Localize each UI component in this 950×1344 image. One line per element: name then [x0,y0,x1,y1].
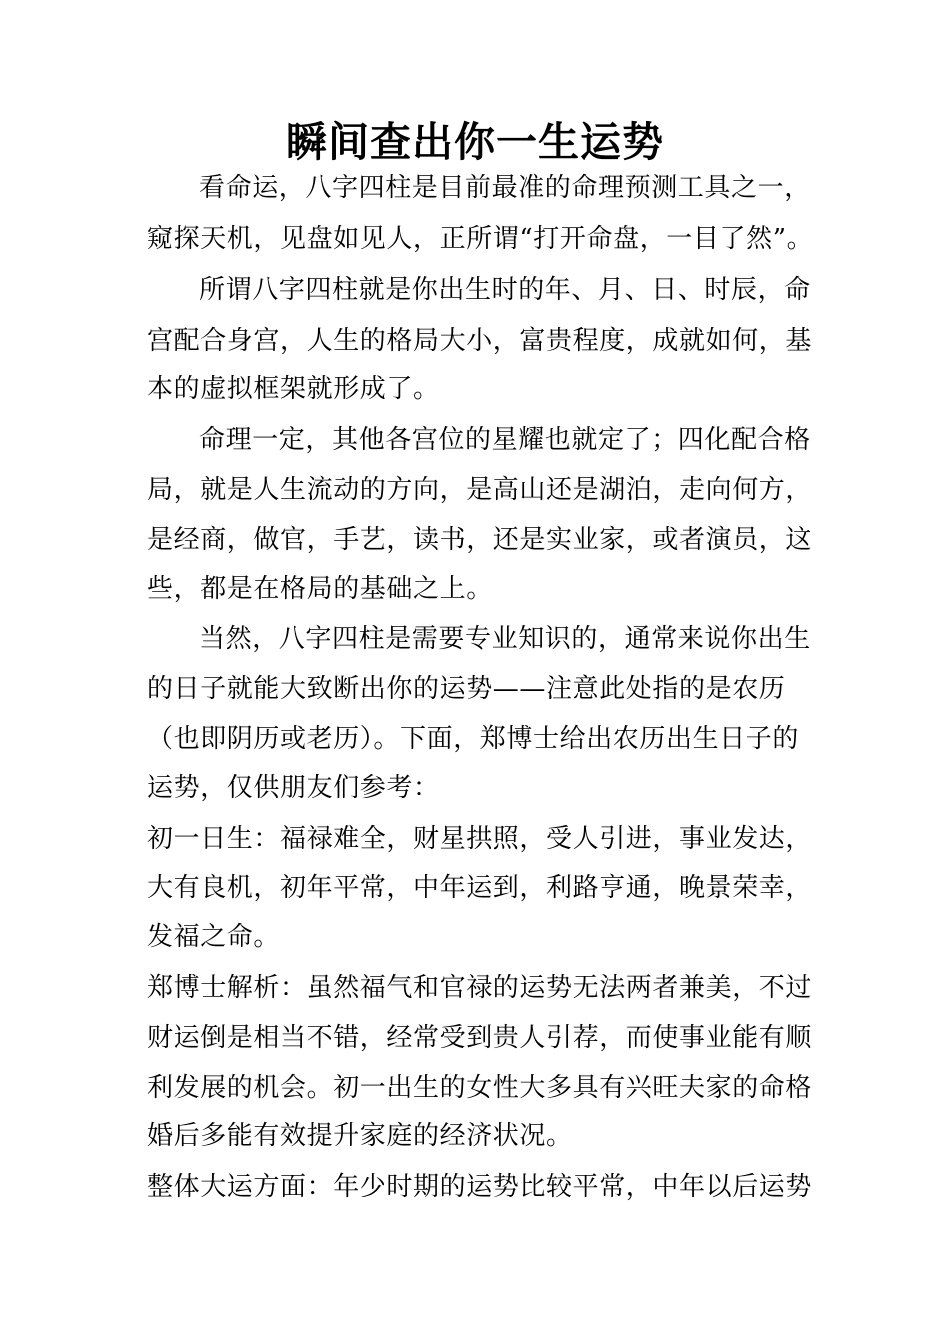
paragraph-7-line-1: 整体大运方面：年少时期的运势比较平常，中年以后运势 [147,1172,813,1202]
paragraph-3-line-2: 局，就是人生流动的方向，是高山还是湖泊，走向何方， [147,475,813,505]
paragraph-2-line-3: 本的虚拟框架就形成了。 [147,374,440,404]
paragraph-2-line-2: 宫配合身宫，人生的格局大小，富贵程度，成就如何，基 [147,326,813,356]
paragraph-4-line-1: 当然，八字四柱是需要专业知识的，通常来说你出生 [199,624,811,654]
paragraph-3-line-1: 命理一定，其他各宫位的星耀也就定了；四化配合格 [199,425,811,455]
paragraph-5-line-1: 初一日生：福禄难全，财星拱照，受人引进，事业发达， [147,824,813,854]
paragraph-1-line-2: 窥探天机，见盘如见人，正所谓“打开命盘，一目了然”。 [147,224,814,254]
paragraph-5-line-2: 大有良机，初年平常，中年运到，利路亨通，晚景荣幸， [147,873,813,903]
paragraph-4-line-2: 的日子就能大致断出你的运势——注意此处指的是农历 [147,674,786,704]
paragraph-1-line-1: 看命运，八字四柱是目前最准的命理预测工具之一， [199,173,811,203]
paragraph-6-line-3: 利发展的机会。初一出生的女性大多具有兴旺夫家的命格 [147,1073,813,1103]
paragraph-3-line-4: 些，都是在格局的基础之上。 [147,574,493,604]
document-title: 瞬间查出你一生运势 [286,118,664,166]
paragraph-4-line-3: （也即阴历或老历）。下面，郑博士给出农历出生日子的 [147,724,800,754]
paragraph-2-line-1: 所谓八字四柱就是你出生时的年、月、日、时辰，命 [199,275,811,305]
paragraph-6-line-1: 郑博士解析：虽然福气和官禄的运势无法两者兼美，不过 [147,973,813,1003]
paragraph-4-line-4: 运势，仅供朋友们参考： [147,773,440,803]
paragraph-5-line-3: 发福之命。 [147,922,281,952]
paragraph-6-line-2: 财运倒是相当不错，经常受到贵人引荐，而使事业能有顺 [147,1023,813,1053]
paragraph-6-line-4: 婚后多能有效提升家庭的经济状况。 [147,1121,573,1151]
paragraph-3-line-3: 是经商，做官，手艺，读书，还是实业家，或者演员，这 [147,525,813,555]
